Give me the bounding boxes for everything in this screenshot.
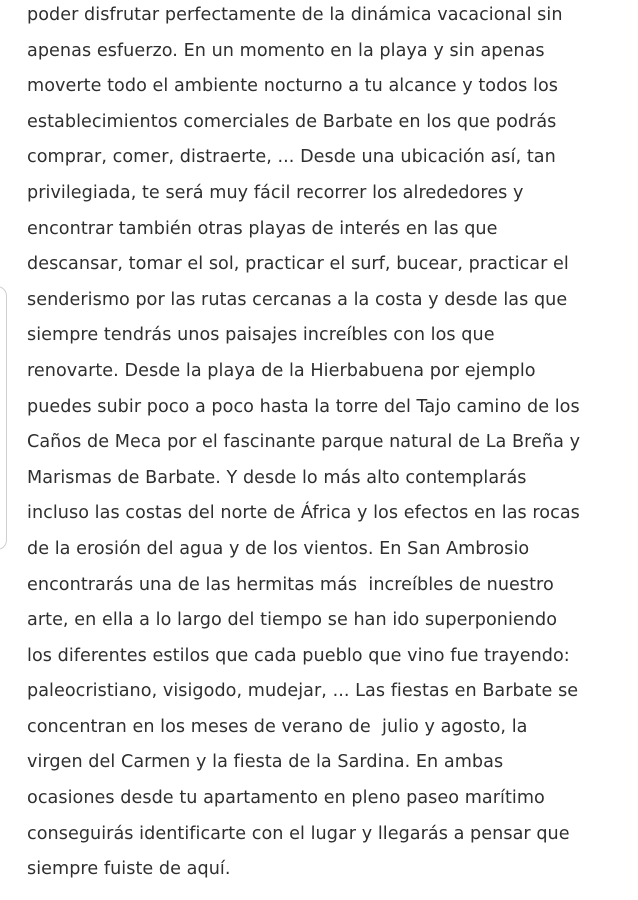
text-line: establecimientos comerciales de Barbate en los que podrás	[27, 111, 557, 132]
text-line: poder disfrutar perfectamente de la dinámica vacacional sin	[27, 5, 563, 25]
text-line: descansar, tomar el sol, practicar el surf, bucear, practicar el	[27, 254, 569, 275]
text-line: Caños de Meca por el fascinante parque natural de La Breña y	[27, 432, 581, 453]
text-line: siempre fuiste de aquí.	[27, 859, 231, 880]
text-line: apenas esfuerzo. En un momento en la playa y sin apenas	[27, 40, 545, 61]
text-line: paleocristiano, visigodo, mudejar, ... Las fiestas en Barbate se	[27, 681, 579, 702]
text-line: los diferentes estilos que cada pueblo que vino fue trayendo:	[27, 645, 570, 666]
text-line: Marismas de Barbate. Y desde lo más alto contemplarás	[27, 467, 527, 488]
text-line: puedes subir poco a poco hasta la torre del Tajo camino de los	[27, 396, 580, 417]
text-line: encontrar también otras playas de interés en las que	[27, 218, 498, 239]
text-line: ocasiones desde tu apartamento en pleno paseo marítimo	[27, 788, 545, 809]
text-line: privilegiada, te será muy fácil recorrer los alrededores y	[27, 182, 524, 203]
text-line: siempre tendrás unos paisajes increíbles con los que	[27, 325, 495, 346]
text-line: moverte todo el ambiente nocturno a tu alcance y todos los	[27, 76, 558, 97]
text-line: conseguirás identificarte con el lugar y llegarás a pensar que	[27, 823, 570, 844]
side-bracket	[0, 286, 7, 550]
text-line: concentran en los meses de verano de julio y agosto, la	[27, 716, 528, 737]
text-line: incluso las costas del norte de África y los efectos en las rocas	[27, 503, 580, 524]
text-line: de la erosión del agua y de los vientos. En San Ambrosio	[27, 538, 530, 559]
text-line: comprar, comer, distraerte, ... Desde una ubicación así, tan	[27, 147, 556, 168]
text-line: arte, en ella a lo largo del tiempo se han ido superponiendo	[27, 610, 558, 631]
text-line: renovarte. Desde la playa de la Hierbabuena por ejemplo	[27, 360, 536, 381]
text-line: virgen del Carmen y la fiesta de la Sardina. En ambas	[27, 752, 504, 773]
body-paragraph	[27, 0, 627, 888]
text-line: encontrarás una de las hermitas más increíbles de nuestro	[27, 574, 554, 595]
text-line: senderismo por las rutas cercanas a la costa y desde las que	[27, 289, 568, 310]
